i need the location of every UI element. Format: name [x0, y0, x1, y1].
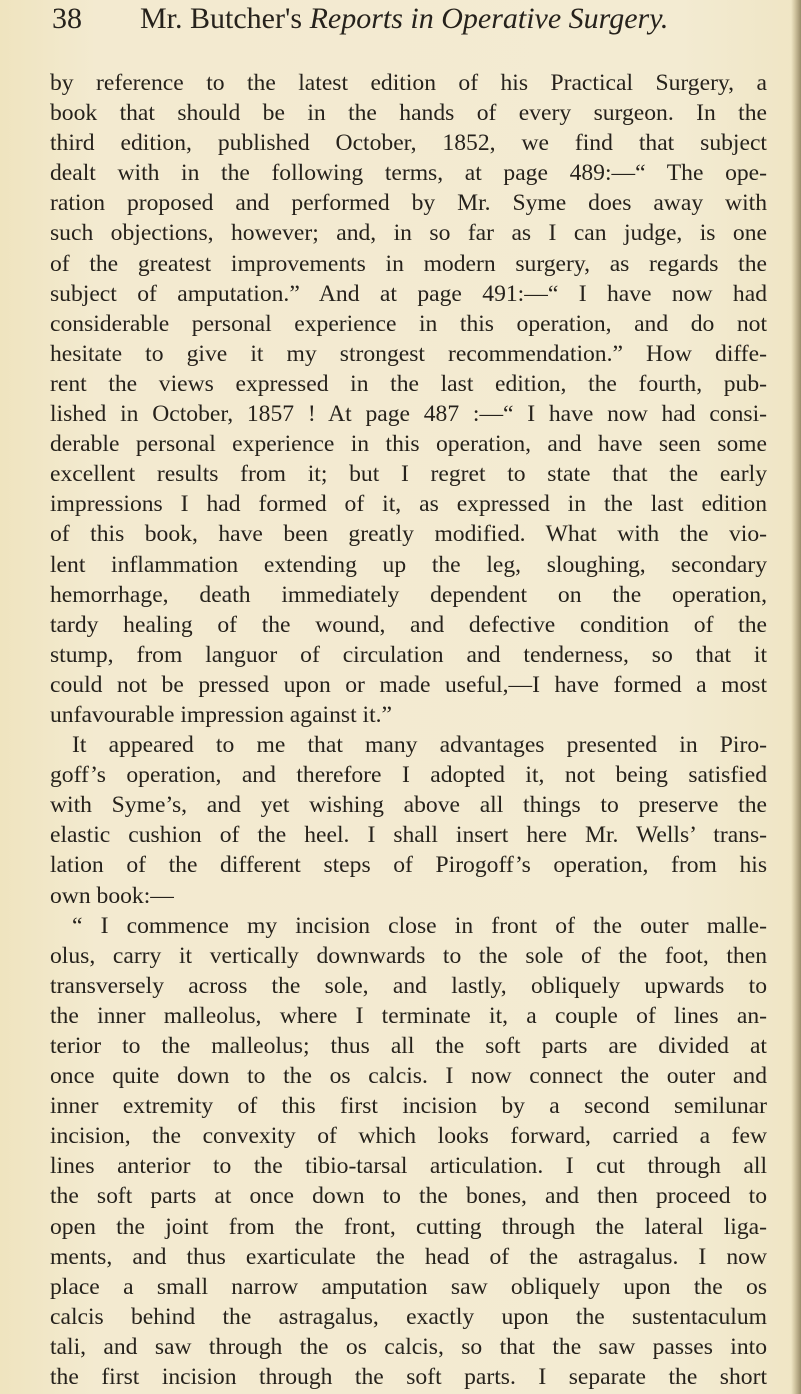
text-line: It appeared to me that many advantages presented in Piro- [72, 732, 767, 759]
text-line: goff’s operation, and therefore I adopted it, not being satisfied [50, 762, 767, 789]
text-line: transversely across the sole, and lastly, obliquely upwards to [50, 972, 767, 999]
text-line: lines anterior to the tibio-tarsal articulation. I cut through all [50, 1153, 767, 1180]
running-head-title: Reports in Operative Surgery. [309, 2, 669, 35]
text-line: subject of amputation.” And at page 491:—“ I have now had [50, 280, 767, 307]
text-line: calcis behind the astragalus, exactly upon the sustentaculum [50, 1303, 767, 1330]
text-line: lation of the different steps of Pirogoff’s operation, from his [50, 852, 767, 879]
running-head [140, 2, 668, 36]
text-line: ments, and thus exarticulate the head of the astragalus. I now [50, 1243, 767, 1270]
text-line: dealt with in the following terms, at page 489:—“ The ope- [50, 160, 767, 187]
text-line: unfavourable impression against it.” [50, 701, 393, 728]
page-number: 38 [52, 2, 82, 35]
text-line: ration proposed and performed by Mr. Syme does away with [50, 190, 767, 217]
text-line: considerable personal experience in this operation, and do not [50, 310, 767, 337]
text-line: tali, and saw through the os calcis, so that the saw passes into [50, 1333, 767, 1360]
text-line: rent the views expressed in the last edition, the fourth, pub- [50, 370, 767, 397]
text-line: with Syme’s, and yet wishing above all things to preserve the [50, 792, 767, 819]
page-header [0, 0, 801, 60]
text-line: derable personal experience in this operation, and have seen some [50, 431, 767, 458]
text-line: stump, from languor of circulation and tenderness, so that it [50, 641, 767, 668]
text-line: terior to the malleolus; thus all the soft parts are divided at [50, 1033, 767, 1059]
text-line: of the greatest improvements in modern surgery, as regards the [50, 250, 767, 277]
text-line: the soft parts at once down to the bones, and then proceed to [50, 1183, 767, 1210]
text-line: impressions I had formed of it, as expressed in the last edition [50, 491, 767, 518]
text-line: tardy healing of the wound, and defective condition of the [50, 611, 767, 638]
text-line: open the joint from the front, cutting through the lateral liga- [50, 1213, 767, 1240]
text-line: olus, carry it vertically downwards to the sole of the foot, then [50, 942, 767, 969]
text-line: lent inflammation extending up the leg, sloughing, secondary [50, 551, 767, 578]
text-line: of this book, have been greatly modified. What with the vio- [50, 521, 767, 548]
text-line: by reference to the latest edition of his Practical Surgery, a [50, 70, 767, 96]
text-line: once quite down to the os calcis. I now connect the outer and [50, 1063, 767, 1090]
text-line: lished in October, 1857 ! At page 487 :—“ I have now had consi- [50, 401, 767, 428]
text-line: inner extremity of this first incision by a second semilunar [50, 1093, 767, 1120]
text-line: own book:— [50, 882, 174, 909]
text-line: such objections, however; and, in so far as I can judge, is one [50, 220, 767, 247]
text-line: the inner malleolus, where I terminate it, a couple of lines an- [50, 1002, 767, 1029]
text-line: elastic cushion of the heel. I shall insert here Mr. Wells’ trans- [50, 822, 767, 849]
page-edge-shadow [791, 0, 801, 1394]
running-head-author: Mr. Butcher's [140, 2, 310, 35]
text-line: could not be pressed upon or made useful,—I have formed a most [50, 671, 767, 698]
text-line: the first incision through the soft parts. I separate the short [50, 1364, 767, 1391]
text-line: third edition, published October, 1852, we find that subject [50, 130, 767, 157]
text-line: place a small narrow amputation saw obliquely upon the os [50, 1273, 767, 1300]
text-line: hemorrhage, death immediately dependent on the operation, [50, 581, 767, 608]
body-text [50, 68, 767, 1392]
text-line: excellent results from it; but I regret to state that the early [50, 461, 767, 488]
text-line: book that should be in the hands of every surgeon. In the [50, 100, 767, 127]
text-line: hesitate to give it my strongest recommendation.” How diffe- [50, 340, 767, 367]
text-line: “ I commence my incision close in front of the outer malle- [72, 912, 767, 939]
text-line: incision, the convexity of which looks forward, carried a few [50, 1123, 767, 1150]
